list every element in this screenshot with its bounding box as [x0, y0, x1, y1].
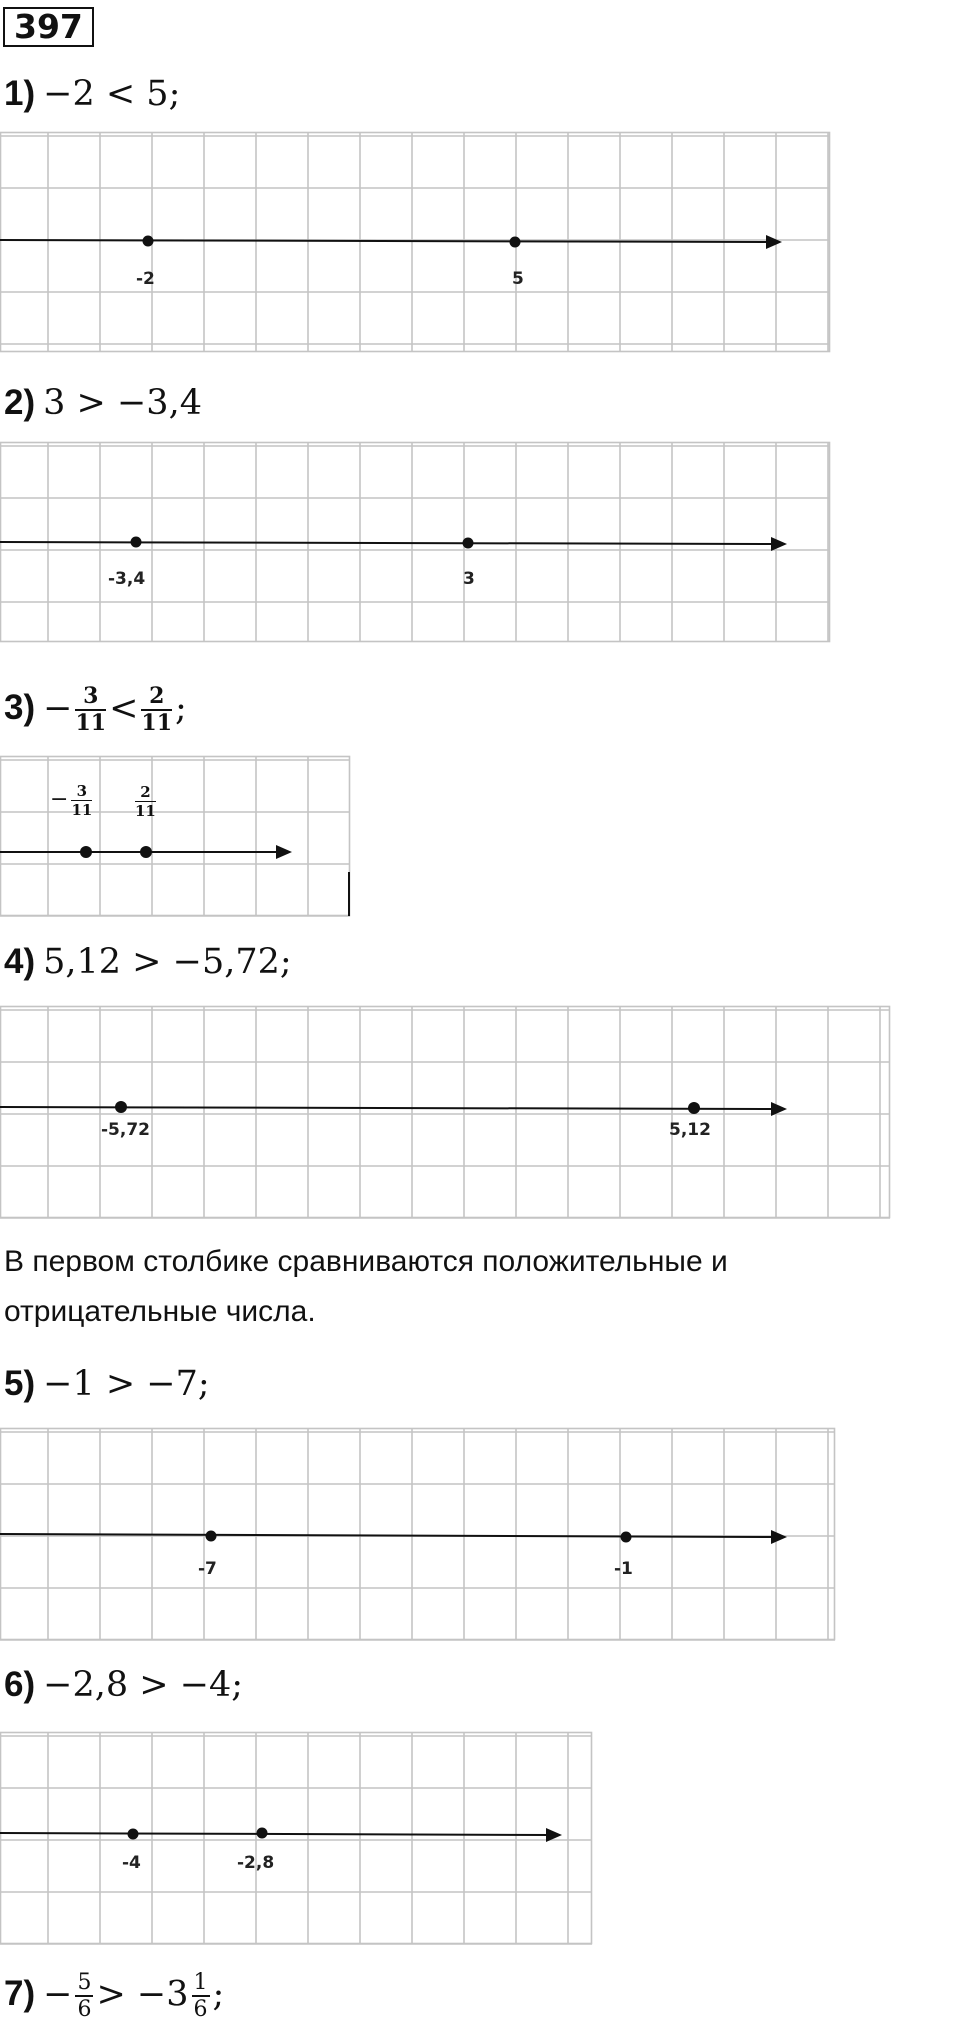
- number-line-6: [0, 1732, 592, 1944]
- axis-line: [0, 542, 775, 544]
- grid-lines: [0, 1006, 890, 1218]
- axis-arrow: [276, 845, 292, 859]
- point-b-label: -1: [614, 1559, 633, 1579]
- point-a-label: -7: [198, 1559, 217, 1579]
- point-a-label: -2: [136, 269, 155, 289]
- label-sign: −: [50, 787, 69, 812]
- denominator: 6: [193, 1997, 208, 2022]
- denominator: 11: [141, 710, 173, 736]
- item-number: 1): [4, 74, 36, 113]
- number-line-2: [0, 442, 830, 642]
- item-7-heading: [4, 1970, 224, 2022]
- point-b-label: -2,8: [237, 1853, 275, 1873]
- inequality: 3 > −3,4: [43, 383, 202, 423]
- point-a: [206, 1531, 217, 1542]
- point-b-label: [132, 779, 159, 821]
- fraction-2: [192, 1970, 210, 2022]
- item-5-heading: [4, 1362, 210, 1406]
- number-line-5: [0, 1428, 835, 1640]
- inequality: −2,8 > −4;: [43, 1665, 244, 1705]
- label-fraction: [135, 783, 156, 820]
- item-number: 4): [4, 942, 36, 981]
- point-b: [257, 1828, 268, 1839]
- explanation-text: В первом столбике сравниваются положительные и отрицательные числа.: [4, 1245, 728, 1328]
- item-6-heading: [4, 1663, 243, 1707]
- item-number: 5): [4, 1364, 36, 1403]
- axis-arrow: [766, 235, 782, 249]
- point-a-label: -5,72: [101, 1120, 150, 1140]
- axis-arrow: [771, 1530, 787, 1544]
- denominator: 6: [77, 1997, 92, 2022]
- numerator: 3: [71, 782, 92, 801]
- item-number: 7): [4, 1974, 36, 2014]
- item-4-heading: [4, 940, 292, 984]
- item-2-heading: [4, 381, 202, 425]
- numerator: 3: [75, 684, 106, 711]
- terminator: ;: [212, 1974, 225, 2015]
- item-number: 6): [4, 1665, 36, 1704]
- axis-line: [0, 1833, 550, 1835]
- sign: −: [43, 688, 73, 729]
- point-b: [463, 538, 474, 549]
- point-a-label: -4: [122, 1853, 141, 1873]
- denominator: 11: [135, 801, 156, 820]
- point-b: [688, 1102, 700, 1114]
- inequality: −2 < 5;: [43, 74, 181, 114]
- point-a: [128, 1829, 139, 1840]
- point-a-label: -3,4: [108, 569, 146, 589]
- item-number: 3): [4, 688, 36, 728]
- point-a: [115, 1101, 127, 1113]
- axis-arrow: [771, 537, 787, 551]
- problem-number: 397: [3, 7, 94, 47]
- denominator: 11: [75, 710, 107, 736]
- item-number: 2): [4, 383, 36, 422]
- point-a-label: [50, 779, 95, 821]
- grid-lines: [0, 1732, 592, 1944]
- point-b-label: 5,12: [669, 1120, 711, 1140]
- inequality: −1 > −7;: [43, 1364, 210, 1404]
- item-3-heading: [4, 684, 187, 736]
- point-b-label: 5: [512, 269, 524, 289]
- number-line-1: [0, 132, 830, 352]
- point-b: [621, 1532, 632, 1543]
- fraction-2: [141, 684, 172, 736]
- text-cursor: [348, 872, 350, 916]
- number-line-4: [0, 1006, 890, 1218]
- point-b: [510, 237, 521, 248]
- numerator: 2: [141, 684, 172, 711]
- point-a: [80, 846, 92, 858]
- inequality: 5,12 > −5,72;: [43, 942, 292, 982]
- point-a: [143, 236, 154, 247]
- sign: −: [43, 1974, 73, 2015]
- denominator: 11: [71, 800, 93, 819]
- fraction-1: [75, 1970, 93, 2022]
- operator: <: [109, 688, 139, 729]
- fraction-1: [75, 684, 106, 736]
- operator: > −3: [96, 1974, 189, 2015]
- point-b: [140, 846, 152, 858]
- numerator: 2: [135, 783, 156, 802]
- point-a: [131, 537, 142, 548]
- numerator: 1: [193, 1970, 208, 1995]
- point-b-label: 3: [463, 569, 475, 589]
- label-fraction: [71, 782, 92, 819]
- numerator: 5: [77, 1970, 92, 1995]
- item-1-heading: [4, 72, 180, 116]
- terminator: ;: [175, 688, 187, 729]
